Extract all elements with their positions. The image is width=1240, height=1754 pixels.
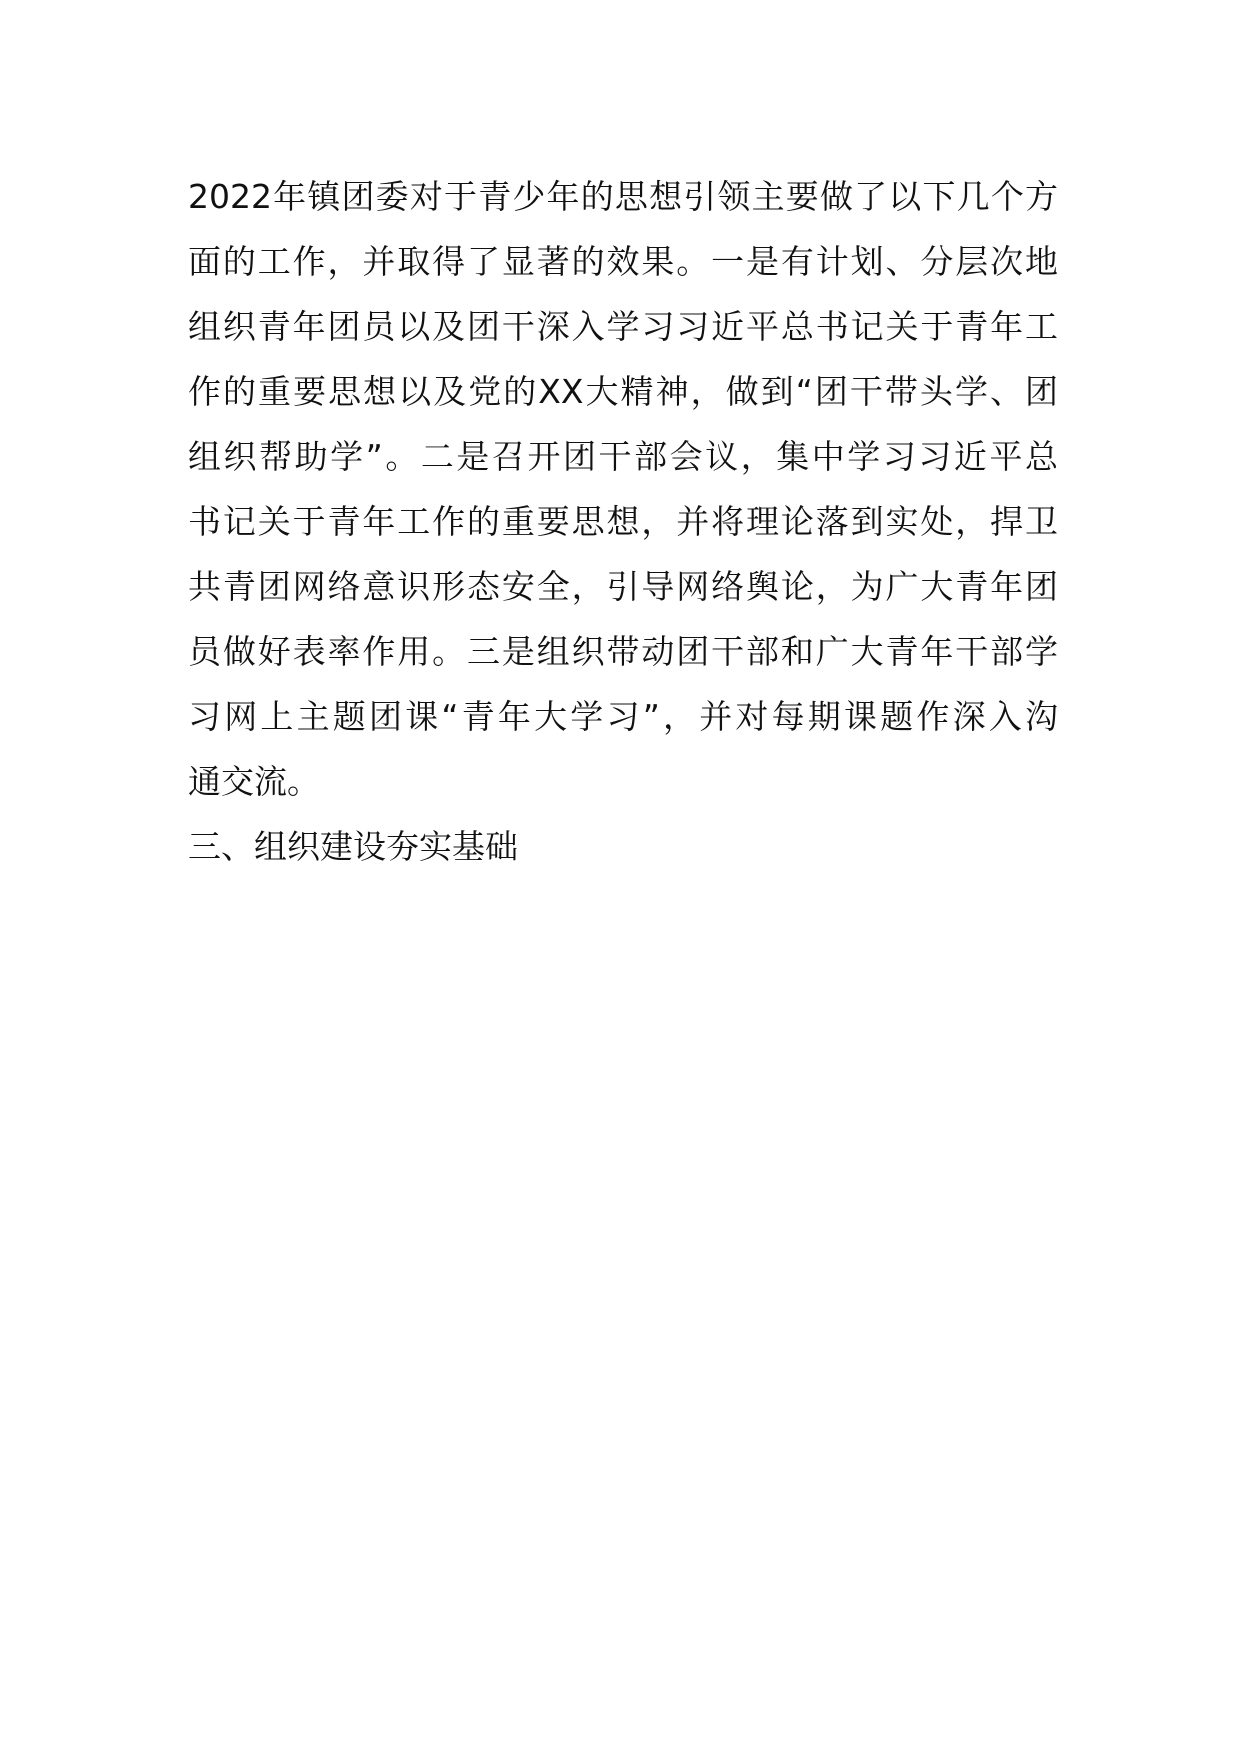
paragraph-line-1: 2022年镇团委对于青少年的思想引领主要做了以下几个方 bbox=[188, 177, 1058, 216]
paragraph-line-2: 面的工作，并取得了显著的效果。一是有计划、分层次地 bbox=[188, 242, 1058, 281]
document-body bbox=[188, 164, 1058, 879]
paragraph-line-10: 通交流。 bbox=[188, 762, 320, 801]
paragraph-line-4: 作的重要思想以及党的XX大精神，做到“团干带头学、团 bbox=[188, 372, 1058, 411]
paragraph-line-9: 习网上主题团课“青年大学习”，并对每期课题作深入沟 bbox=[188, 697, 1058, 736]
section-heading: 三、组织建设夯实基础 bbox=[188, 827, 518, 866]
paragraph-line-7: 共青团网络意识形态安全，引导网络舆论，为广大青年团 bbox=[188, 567, 1058, 606]
paragraph-line-5: 组织帮助学”。二是召开团干部会议，集中学习习近平总 bbox=[188, 437, 1058, 476]
paragraph-line-6: 书记关于青年工作的重要思想，并将理论落到实处，捍卫 bbox=[188, 502, 1058, 541]
paragraph-line-8: 员做好表率作用。三是组织带动团干部和广大青年干部学 bbox=[188, 632, 1058, 671]
paragraph-line-3: 组织青年团员以及团干深入学习习近平总书记关于青年工 bbox=[188, 307, 1058, 346]
